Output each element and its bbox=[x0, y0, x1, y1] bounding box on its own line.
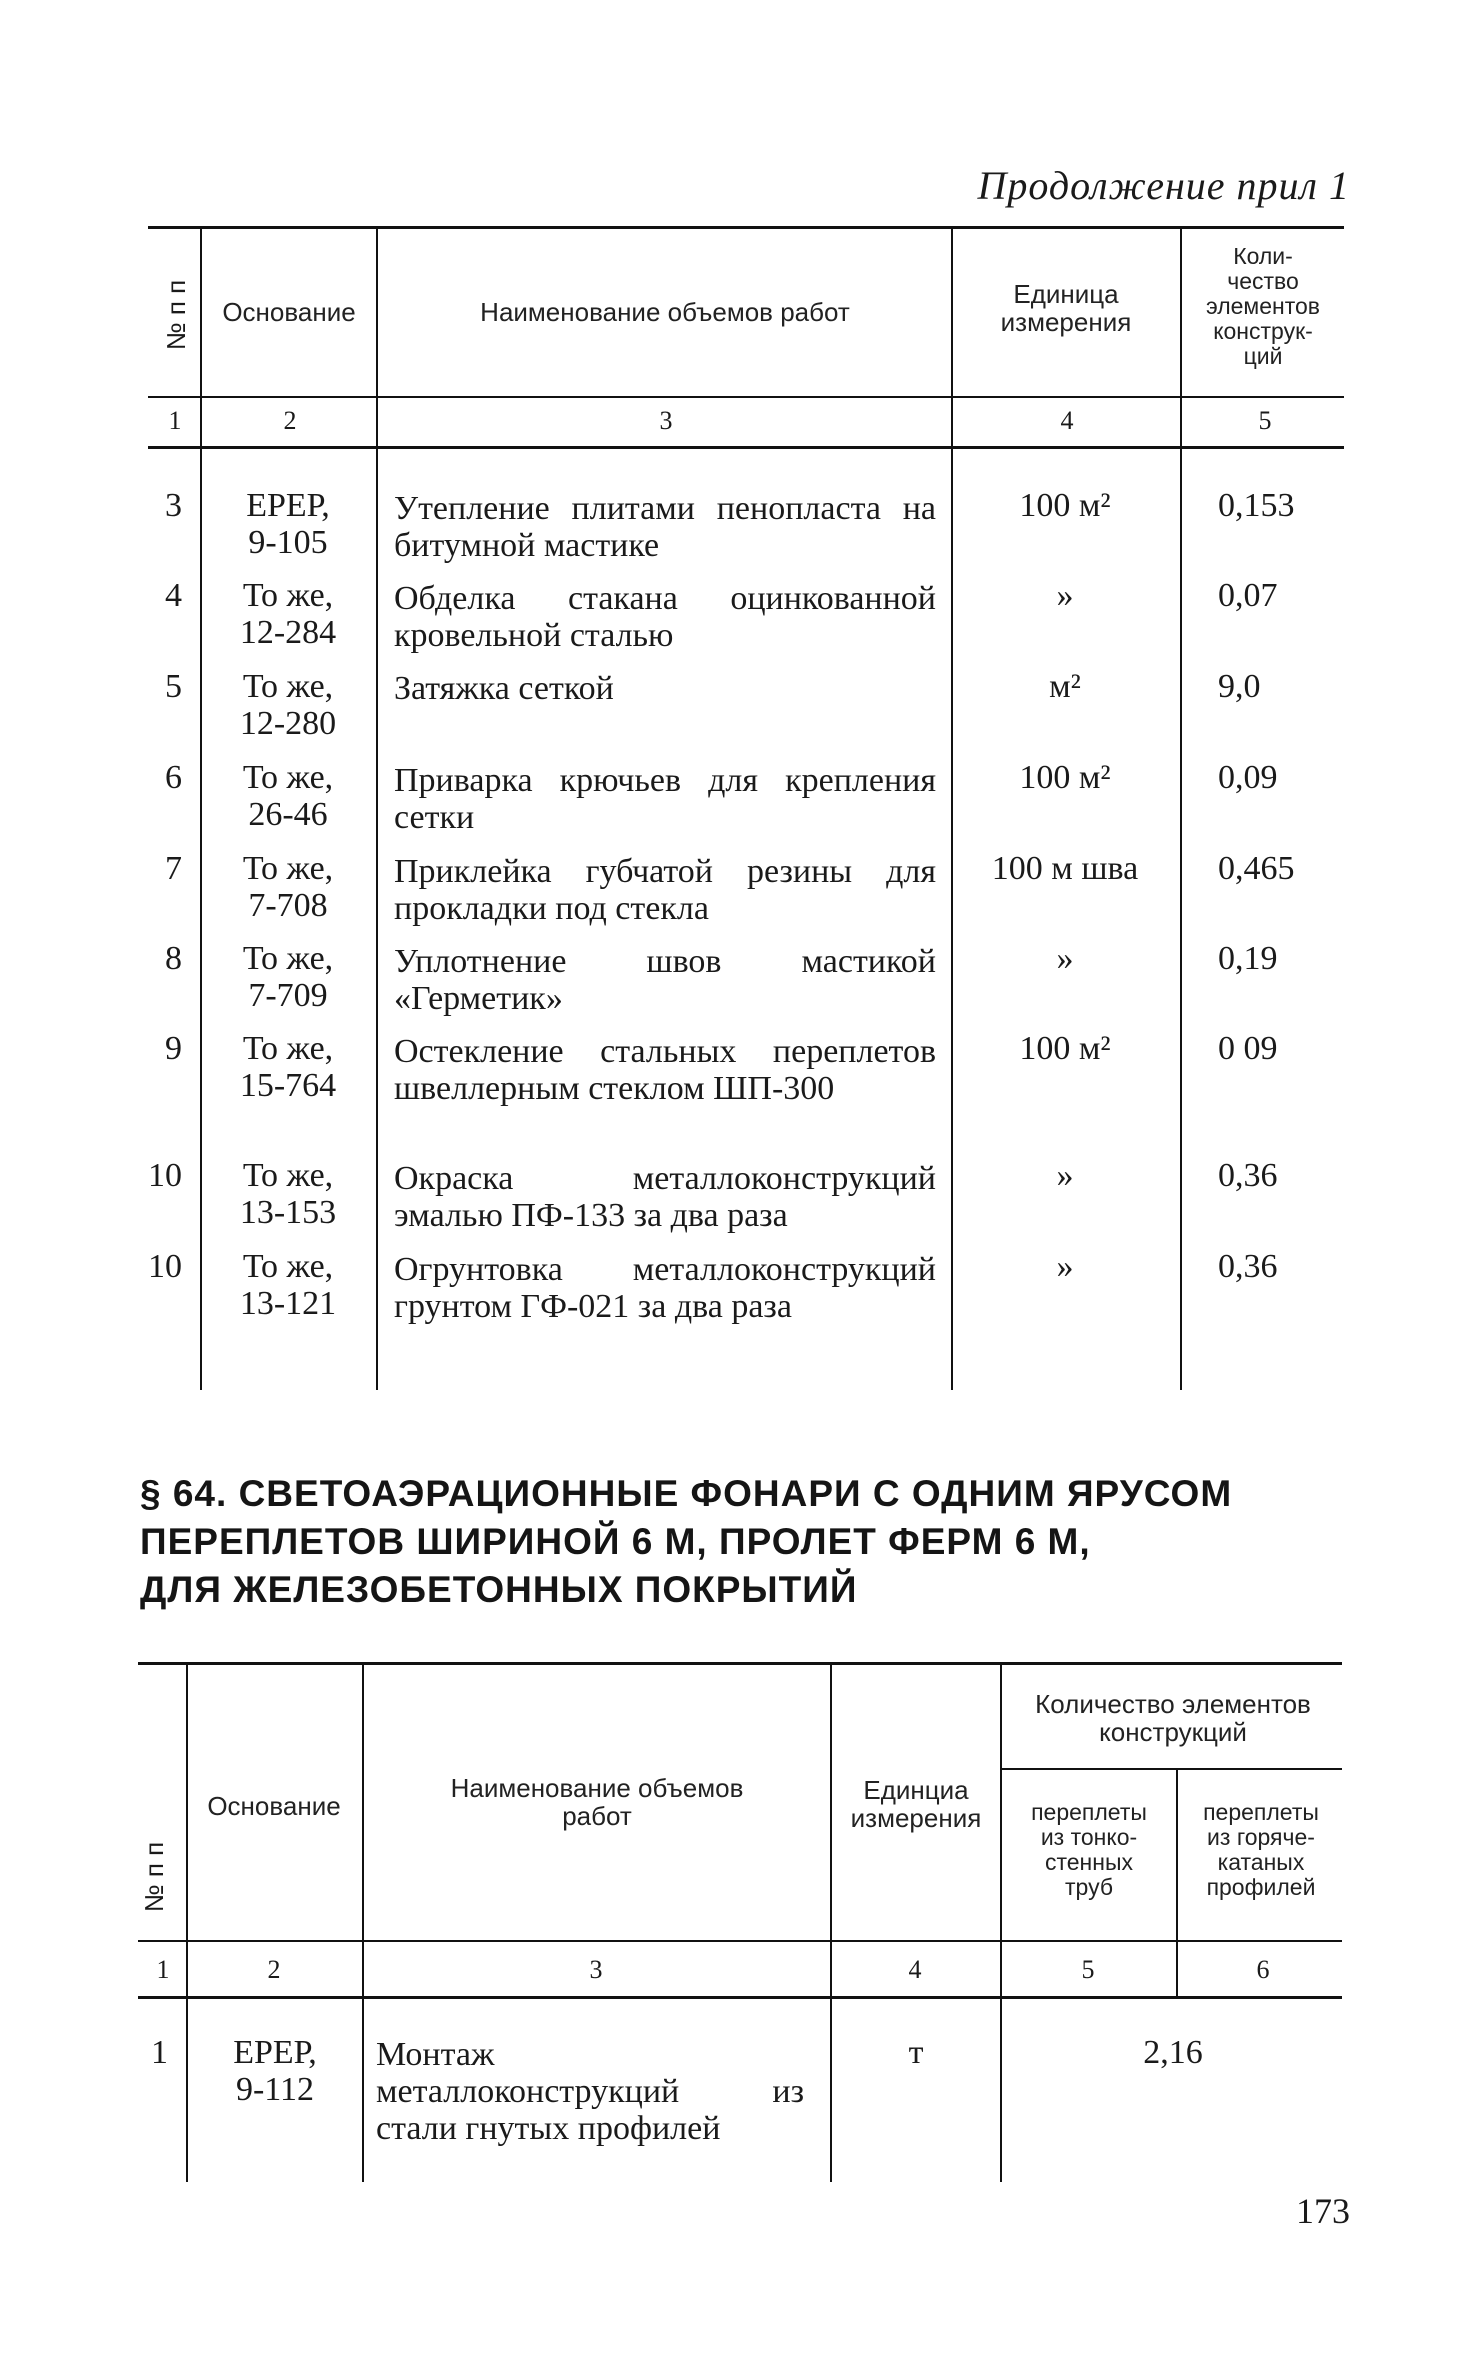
row-basis-line: 26-46 bbox=[248, 796, 328, 833]
row-basis bbox=[203, 668, 373, 742]
table2-header-unit bbox=[834, 1776, 998, 1832]
table2-header-sub-line: стенных bbox=[1044, 1849, 1133, 1875]
table2-colnum: 3 bbox=[589, 1955, 603, 1984]
row-basis-line: 12-280 bbox=[239, 705, 337, 742]
row-work-name: Огрунтовка металлоконструкций грунтом ГФ-021 за два раза bbox=[394, 1251, 936, 1325]
table2-colnum: 1 bbox=[156, 1955, 170, 1984]
row-basis bbox=[203, 940, 373, 1014]
table2-vline bbox=[186, 1664, 188, 2182]
row-quantity: 9,0 bbox=[1218, 668, 1261, 705]
table2-header-sub-line: труб bbox=[1065, 1874, 1113, 1900]
row-basis-line: То же, bbox=[242, 1157, 334, 1194]
row-work-name: Уплотнение швов мастикой «Герметик» bbox=[394, 943, 936, 1017]
table2-header-name-line: работ bbox=[562, 1801, 632, 1831]
row-work-name: Приклейка губчатой резины для прокладки под стекла bbox=[394, 853, 936, 927]
row-basis-line: 7-709 bbox=[248, 977, 328, 1014]
table1-header-qty-line: конструк- bbox=[1213, 318, 1313, 344]
table2-header-qty-line: Количество элементов bbox=[1035, 1689, 1311, 1719]
row-basis bbox=[203, 850, 373, 924]
row-number: 10 bbox=[148, 1248, 182, 1285]
table1-header-qty bbox=[1183, 244, 1343, 369]
row-work-name: Утепление плитами пенопласта на битумной мастике bbox=[394, 490, 936, 564]
row-basis bbox=[190, 2034, 360, 2108]
row-basis-line: То же, bbox=[242, 940, 334, 977]
row-number: 4 bbox=[165, 577, 182, 614]
section-heading-line: ПЕРЕПЛЕТОВ ШИРИНОЙ 6 М, ПРОЛЕТ ФЕРМ 6 М, bbox=[140, 1521, 1091, 1562]
row-basis-line: То же, bbox=[242, 1030, 334, 1067]
table2-colnum: 6 bbox=[1256, 1955, 1270, 1984]
table1-vline bbox=[951, 228, 953, 1390]
row-unit: » bbox=[1056, 940, 1074, 977]
row-basis-line: 15-764 bbox=[239, 1067, 337, 1104]
table2-colnum: 4 bbox=[908, 1955, 922, 1984]
row-work-name: Обделка стакана оцинкованной кровельной сталью bbox=[394, 580, 936, 654]
row-basis-line: ЕРЕР, bbox=[233, 2034, 317, 2071]
row-basis-line: 9-112 bbox=[235, 2071, 315, 2108]
table2-header-sub-line: переплеты bbox=[1031, 1799, 1147, 1825]
table1-header-rule bbox=[148, 396, 1344, 398]
table1-colnum: 5 bbox=[1258, 406, 1272, 435]
table1-header-qty-line: чество bbox=[1227, 268, 1299, 294]
table2-header-qty-group bbox=[1004, 1690, 1342, 1746]
row-basis-line: 13-121 bbox=[239, 1285, 337, 1322]
row-basis bbox=[203, 487, 373, 561]
row-basis-line: То же, bbox=[242, 1248, 334, 1285]
row-work-name: Остекление стальных переплетов швеллерным стеклом ШП-300 bbox=[394, 1033, 936, 1107]
row-basis-line: 13-153 bbox=[239, 1194, 337, 1231]
row-unit: м² bbox=[1049, 668, 1081, 705]
row-basis bbox=[203, 759, 373, 833]
table2-top-rule bbox=[138, 1662, 1342, 1665]
row-number: 6 bbox=[165, 759, 182, 796]
row-unit: » bbox=[1056, 577, 1074, 614]
table2-header-sub-thin-pipes bbox=[1004, 1800, 1174, 1900]
table1-header-basis: Основание bbox=[222, 297, 356, 327]
row-number: 5 bbox=[165, 668, 182, 705]
table1-vline bbox=[200, 228, 202, 1390]
table2-header-name bbox=[368, 1774, 826, 1830]
row-unit: » bbox=[1056, 1157, 1074, 1194]
table1-header-unit-line: Единица bbox=[1013, 279, 1119, 309]
row-quantity: 0,19 bbox=[1218, 940, 1278, 977]
continuation-title: Продолжение прил 1 bbox=[977, 163, 1350, 208]
table2-header-rule bbox=[138, 1940, 1342, 1942]
row-basis-line: То же, bbox=[242, 668, 334, 705]
table2-header-sub-line: переплеты bbox=[1203, 1799, 1319, 1825]
table1-header-num: № п п bbox=[161, 279, 191, 351]
row-quantity: 0,09 bbox=[1218, 759, 1278, 796]
table1-header-unit bbox=[955, 280, 1177, 336]
row-basis-line: То же, bbox=[242, 577, 334, 614]
row-unit: » bbox=[1056, 1248, 1074, 1285]
row-basis-line: ЕРЕР, bbox=[246, 487, 330, 524]
table2-vline bbox=[830, 1664, 832, 2182]
row-quantity: 0,36 bbox=[1218, 1248, 1278, 1285]
table2-header-unit-line: Единциа bbox=[863, 1775, 969, 1805]
section-heading bbox=[140, 1470, 1340, 1614]
table1-colnum-rule bbox=[148, 446, 1344, 449]
table2-header-num: № п п bbox=[139, 1841, 169, 1913]
row-number: 1 bbox=[151, 2034, 168, 2071]
row-quantity: 0,07 bbox=[1218, 577, 1278, 614]
row-unit: 100 м² bbox=[1019, 759, 1111, 796]
table1-vline bbox=[1180, 228, 1182, 1390]
row-work-name: Приварка крючьев для крепления сетки bbox=[394, 762, 936, 836]
row-basis bbox=[203, 1030, 373, 1104]
row-unit: 100 м шва bbox=[991, 850, 1139, 887]
row-number: 8 bbox=[165, 940, 182, 977]
table2-header-basis: Основание bbox=[207, 1791, 341, 1821]
row-number: 10 bbox=[148, 1157, 182, 1194]
row-quantity: 0,465 bbox=[1218, 850, 1295, 887]
table2-header-sub-line: из горяче- bbox=[1207, 1824, 1315, 1850]
table2-vline bbox=[1176, 1770, 1178, 1998]
table1-header-qty-line: элементов bbox=[1205, 293, 1321, 319]
row-quantity: 0 09 bbox=[1218, 1030, 1278, 1067]
table1-vline bbox=[376, 228, 378, 1390]
row-number: 3 bbox=[165, 487, 182, 524]
table1-colnum: 3 bbox=[659, 406, 673, 435]
table2-header-sub-hot-rolled bbox=[1180, 1800, 1342, 1900]
table2-header-sub-line: профилей bbox=[1206, 1874, 1316, 1900]
row-number: 7 bbox=[165, 850, 182, 887]
table2-vline bbox=[1000, 1664, 1002, 2182]
row-basis bbox=[203, 577, 373, 651]
table2-group-rule bbox=[1002, 1768, 1342, 1770]
table2-colnum: 2 bbox=[267, 1955, 281, 1984]
row-quantity: 2,16 bbox=[1143, 2034, 1203, 2071]
section-heading-line: § 64. СВЕТОАЭРАЦИОННЫЕ ФОНАРИ С ОДНИМ ЯРУСОМ bbox=[140, 1473, 1233, 1514]
row-number: 9 bbox=[165, 1030, 182, 1067]
row-basis bbox=[203, 1248, 373, 1322]
table2-header-qty-line: конструкций bbox=[1099, 1717, 1247, 1747]
row-basis-line: 9-105 bbox=[248, 524, 328, 561]
table1-colnum: 1 bbox=[168, 406, 182, 435]
table2-header-name-line: Наименование объемов bbox=[450, 1773, 744, 1803]
row-work-name: Затяжка сеткой bbox=[394, 670, 614, 707]
table1-colnum: 4 bbox=[1060, 406, 1074, 435]
row-quantity: 0,36 bbox=[1218, 1157, 1278, 1194]
row-quantity: 0,153 bbox=[1218, 487, 1295, 524]
table1-colnum: 2 bbox=[283, 406, 297, 435]
table2-header-sub-line: из тонко- bbox=[1040, 1824, 1138, 1850]
table1-header-unit-line: измерения bbox=[1000, 307, 1132, 337]
table2-header-sub-line: катаных bbox=[1217, 1849, 1305, 1875]
row-work-name: Окраска металлоконструкций эмалью ПФ-133 за два раза bbox=[394, 1160, 936, 1234]
row-basis-line: 12-284 bbox=[239, 614, 337, 651]
row-unit: т bbox=[908, 2034, 924, 2071]
table1-top-rule bbox=[148, 226, 1344, 229]
table1-header-qty-line: Коли- bbox=[1233, 243, 1293, 269]
table2-colnum-rule bbox=[138, 1996, 1342, 1999]
page-number: 173 bbox=[1296, 2191, 1350, 2231]
row-unit: 100 м² bbox=[1019, 1030, 1111, 1067]
row-basis bbox=[203, 1157, 373, 1231]
table2-colnum: 5 bbox=[1081, 1955, 1095, 1984]
row-unit: 100 м² bbox=[1019, 487, 1111, 524]
table2-header-unit-line: измерения bbox=[850, 1803, 982, 1833]
table1-header-qty-line: ций bbox=[1243, 343, 1283, 369]
row-basis-line: То же, bbox=[242, 759, 334, 796]
section-heading-line: ДЛЯ ЖЕЛЕЗОБЕТОННЫХ ПОКРЫТИЙ bbox=[140, 1569, 858, 1610]
row-basis-line: То же, bbox=[242, 850, 334, 887]
table2-vline bbox=[362, 1664, 364, 2182]
table1-header-name: Наименование объемов работ bbox=[480, 297, 850, 327]
row-work-name: Монтаж металлоконструкций из стали гнутых профилей bbox=[376, 2036, 804, 2147]
row-basis-line: 7-708 bbox=[248, 887, 328, 924]
